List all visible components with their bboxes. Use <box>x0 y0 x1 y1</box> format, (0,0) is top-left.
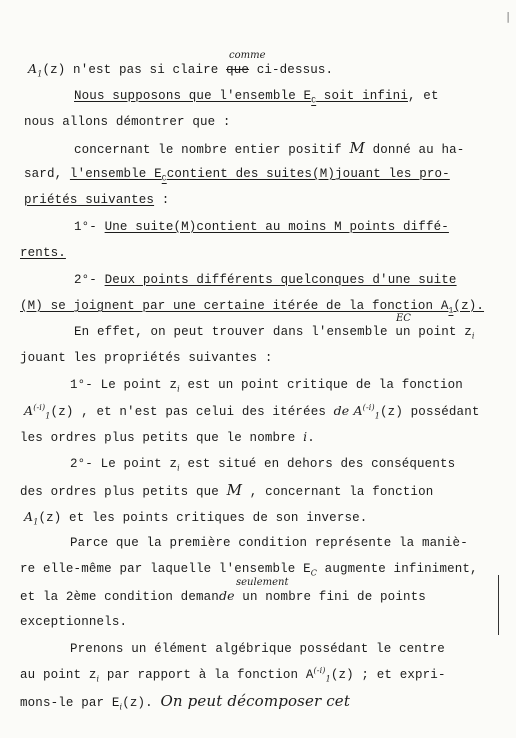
text-line-15: les ordres plus petits que le nombre i. <box>20 429 315 445</box>
text-line-11: En effet, on peut trouver dans l'ensemble un point $z_i$ <box>74 325 475 341</box>
margin-line <box>498 575 499 635</box>
text-line-4: concernant le nombre entier positif M donné au ha- <box>74 139 465 157</box>
text-line-14: $A^{(-i)}_1(z)$ , et n'est pas celui des itérées de $A^{(-i)}_1(z)$ possédant <box>24 402 480 421</box>
corner-mark: | <box>506 10 510 23</box>
text-line-17: des ordres plus petits que M , concernant la fonction <box>20 481 434 499</box>
text-line-19: Parce que la première condition représente la maniè- <box>70 536 468 550</box>
insertion-seulement: seulement <box>236 577 289 588</box>
text-line-20: re elle-même par laquelle l'ensemble $E_C$ augmente infiniment, <box>20 562 478 578</box>
insertion-ec: EC <box>396 313 411 324</box>
text-line-9: 2°- Deux points différents quelconques d'une suite <box>74 273 457 287</box>
text-line-1: $A_1(z)$ n'est pas si claire que ci-dessus. <box>28 61 334 79</box>
text-line-22: exceptionnels. <box>20 615 128 629</box>
text-line-10: (M) se joignent par une certaine itérée de la fonction $A_1(z)$. <box>20 299 485 316</box>
text-line-12: jouant les propriétés suivantes : <box>20 351 273 365</box>
text-line-2: Nous supposons que l'ensemble $E_C$ soit infini, et <box>74 89 439 106</box>
text-line-24: au point $z_i$ par rapport à la fonction $A^{(-i)}_1(z)$ ; et expri- <box>20 665 446 684</box>
text-line-5: sard, l'ensemble $E_Ccontient$ des suites(M)jouant les pro- <box>24 167 450 184</box>
text-line-21: et la 2ème condition demande un nombre fini de points <box>20 588 426 604</box>
text-line-6: priétés suivantes : <box>24 193 170 207</box>
text-line-8: rents. <box>20 246 66 260</box>
text-line-13: 1°- Le point $z_i$ est un point critique de la fonction <box>70 378 463 394</box>
text-line-7: 1°- Une suite(M)contient au moins M points diffé- <box>74 220 449 234</box>
insertion-comme: comme <box>229 50 266 61</box>
text-line-23: Prenons un élément algébrique possédant le centre <box>70 642 445 656</box>
text-line-16: 2°- Le point $z_i$ est situé en dehors des conséquents <box>70 457 456 473</box>
text-line-18: $A_1(z)$ et les points critiques de son inverse. <box>24 509 368 527</box>
text-line-3: nous allons démontrer que : <box>24 115 231 129</box>
text-line-25: mons-le par $E_i(z)$. On peut décomposer cet <box>20 692 351 712</box>
